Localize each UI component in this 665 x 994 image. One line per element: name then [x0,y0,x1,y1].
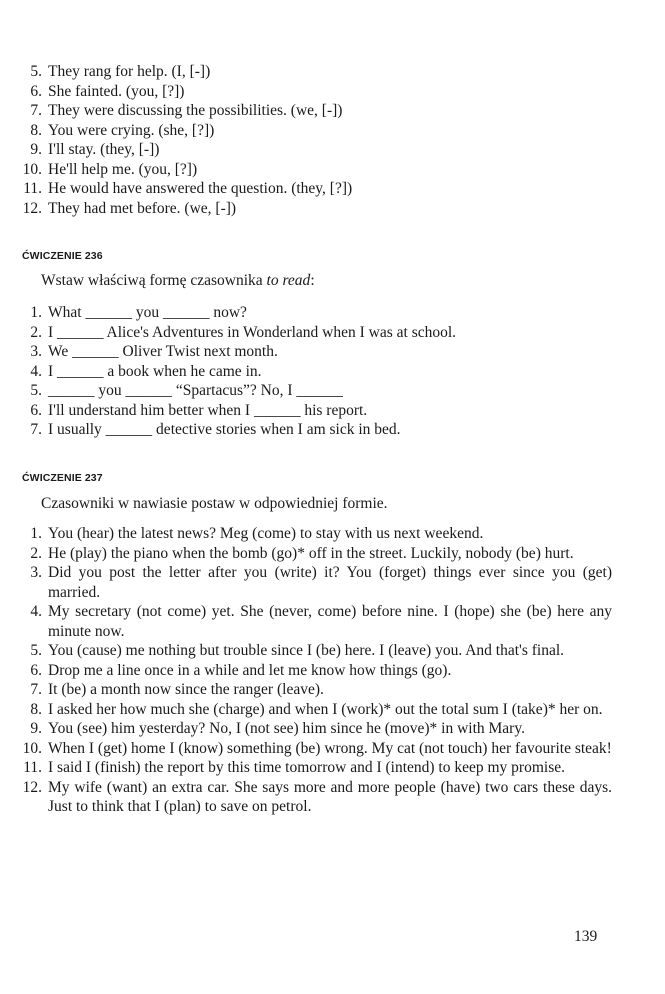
item-text: Drop me a line once in a while and let me know how things (go). [48,661,452,679]
item-number: 1. [30,525,42,542]
item-number: 10. [22,160,42,178]
item-number: 11. [23,180,42,197]
list-item [22,160,612,180]
exercise-237-heading: ĆWICZENIE 237 [22,472,103,484]
item-text: I ______ a book when he came in. [48,362,262,380]
item-text: You (see) him yesterday? No, I (not see) him since he (move)* in with Mary. [48,720,525,737]
exercise-236-heading: ĆWICZENIE 236 [22,250,103,262]
item-number: 6. [30,82,42,100]
list-item [22,563,612,602]
item-number: 4. [30,362,42,380]
list-item [22,303,612,323]
item-number: 5. [30,382,42,399]
item-text: I'll stay. (they, [-]) [48,141,160,158]
item-number: 3. [30,564,42,581]
list-item [22,121,612,141]
item-number: 6. [30,661,42,679]
list-item [22,641,612,661]
item-text: They had met before. (we, [-]) [48,199,237,217]
list-item [22,62,612,82]
item-text: My secretary (not come) yet. She (never, come) before nine. I (hope) she (be) here any minute now. [48,603,612,640]
item-number: 6. [30,401,42,419]
list-item [22,680,612,700]
item-text: I said I (finish) the report by this time tomorrow and I (intend) to keep my promise. [48,759,565,776]
list-item [22,362,612,382]
list-item [22,719,612,739]
item-number: 12. [22,199,42,217]
item-text: You were crying. (she, [?]) [48,121,215,139]
item-number: 7. [30,681,42,698]
item-text: What ______ you ______ now? [48,304,247,321]
item-text: He (play) the piano when the bomb (go)* off in the street. Luckily, nobody (be) hurt. [48,544,574,562]
item-text: They were discussing the possibilities. (we, [-]) [48,102,343,119]
list-item [22,401,612,421]
item-text: We ______ Oliver Twist next month. [48,343,278,360]
list-item [22,82,612,102]
list-item [22,420,612,440]
exercise-236-list [22,303,612,440]
list-item [22,179,612,199]
item-number: 5. [30,642,42,659]
item-number: 12. [22,778,42,796]
exercise-237-list [22,524,612,817]
list-item [22,661,612,681]
list-item [22,602,612,641]
list-item [22,524,612,544]
instruction-verb: to read [266,272,311,289]
item-text: They rang for help. (I, [-]) [48,63,211,80]
instruction-end: : [310,272,315,289]
item-number: 2. [30,323,42,341]
item-text: You (hear) the latest news? Meg (come) to stay with us next weekend. [48,525,484,542]
list-item [22,101,612,121]
page-number: 139 [574,928,598,945]
item-number: 9. [30,720,42,737]
exercise-continuation-list [22,62,612,218]
list-item [22,342,612,362]
item-text: He'll help me. (you, [?]) [48,160,198,178]
list-item [22,199,612,219]
item-text: She fainted. (you, [?]) [48,82,185,100]
item-text: I asked her how much she (charge) and when I (work)* out the total sum I (take)* her on. [48,700,603,718]
item-number: 5. [30,63,42,80]
list-item [22,544,612,564]
item-text: Did you post the letter after you (write) it? You (forget) things ever since you (get) married. [48,564,612,601]
item-text: You (cause) me nothing but trouble since I (be) here. I (leave) you. And that's final. [48,642,565,659]
exercise-237-instruction: Czasowniki w nawiasie postaw w odpowiedniej formie. [41,495,388,512]
instruction-text: Wstaw właściwą formę czasownika [41,272,267,289]
item-text: I usually ______ detective stories when I am sick in bed. [48,421,401,438]
list-item [22,700,612,720]
item-number: 7. [30,421,42,438]
item-number: 1. [30,304,42,321]
list-item [22,758,612,778]
item-number: 3. [30,343,42,360]
item-number: 9. [30,141,42,158]
item-number: 2. [30,544,42,562]
item-text: ______ you ______ “Spartacus”? No, I ______ [48,382,343,399]
item-text: My wife (want) an extra car. She says more and more people (have) two cars these days. Just to think that I (plan) to save on petrol. [48,778,612,815]
item-text: When I (get) home I (know) something (be) wrong. My cat (not touch) her favourite steak! [48,739,612,757]
item-text: I'll understand him better when I ______ his report. [48,401,368,419]
item-text: It (be) a month now since the ranger (leave). [48,681,324,698]
item-number: 8. [30,121,42,139]
list-item [22,140,612,160]
list-item [22,323,612,343]
exercise-236-instruction [41,272,315,290]
item-number: 7. [30,102,42,119]
list-item [22,739,612,759]
item-number: 8. [30,700,42,718]
item-number: 11. [23,759,42,776]
item-number: 10. [22,739,42,757]
item-text: He would have answered the question. (they, [?]) [48,180,353,197]
item-text: I ______ Alice's Adventures in Wonderland when I was at school. [48,323,457,341]
list-item [22,381,612,401]
item-number: 4. [30,603,42,620]
list-item [22,778,612,817]
